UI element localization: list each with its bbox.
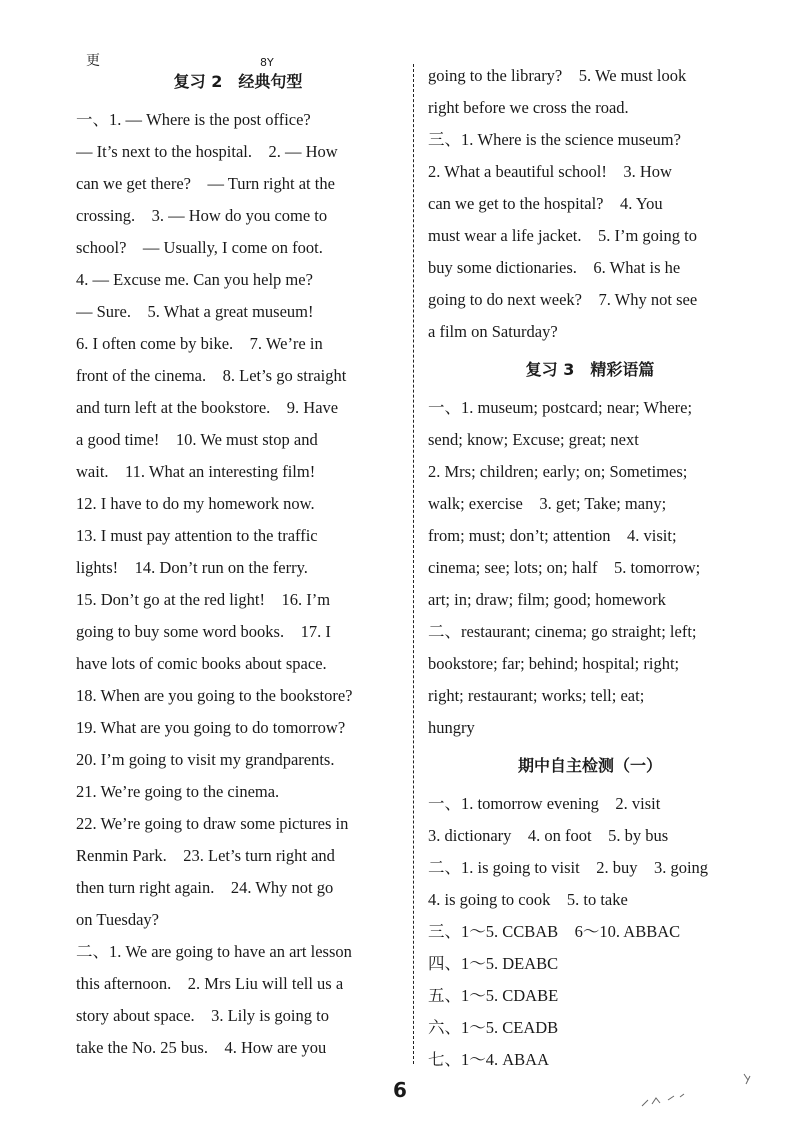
text-line: lights! 14. Don’t run on the ferry. xyxy=(76,558,308,577)
section-title-midterm: 期中自主检测（一） xyxy=(517,756,662,775)
text-line: going to do next week? 7. Why not see xyxy=(428,290,698,309)
right-column xyxy=(428,60,752,1076)
text-line: 22. We’re going to draw some pictures in xyxy=(76,814,349,833)
text-line: have lots of comic books about space. xyxy=(76,654,327,673)
text-line: 一、1. museum; postcard; near; Where; xyxy=(428,398,693,417)
right-lines-c xyxy=(428,788,752,1076)
text-line: bookstore; far; behind; hospital; right; xyxy=(428,654,680,673)
corner-code: 8Y xyxy=(260,56,274,69)
text-line: on Tuesday? xyxy=(76,910,159,929)
text-line: a film on Saturday? xyxy=(428,322,558,341)
text-line: buy some dictionaries. 6. What is he xyxy=(428,258,681,277)
left-lines xyxy=(76,104,400,1064)
text-line: can we get there? — Turn right at the xyxy=(76,174,335,193)
text-line: 二、restaurant; cinema; go straight; left; xyxy=(428,622,697,641)
text-line: cinema; see; lots; on; half 5. tomorrow; xyxy=(428,558,701,577)
text-line: this afternoon. 2. Mrs Liu will tell us a xyxy=(76,974,344,993)
text-line: 一、1. tomorrow evening 2. visit xyxy=(428,794,661,813)
text-line: 20. I’m going to visit my grandparents. xyxy=(76,750,335,769)
text-line: 18. When are you going to the bookstore? xyxy=(76,686,353,705)
text-line: 4. — Excuse me. Can you help me? xyxy=(76,270,313,289)
page-number: 6 xyxy=(393,1078,407,1102)
text-line: then turn right again. 24. Why not go xyxy=(76,878,334,897)
text-line: 13. I must pay attention to the traffic xyxy=(76,526,318,545)
pencil-scribble-mark xyxy=(640,1070,760,1110)
section-title-review-2: 复习 2 经典句型 xyxy=(173,72,303,91)
text-line: and turn left at the bookstore. 9. Have xyxy=(76,398,339,417)
text-line: take the No. 25 bus. 4. How are you xyxy=(76,1038,327,1057)
right-lines-a xyxy=(428,60,752,348)
text-line: story about space. 3. Lily is going to xyxy=(76,1006,329,1025)
text-line: 15. Don’t go at the red light! 16. I’m xyxy=(76,590,331,609)
text-line: 2. Mrs; children; early; on; Sometimes; xyxy=(428,462,688,481)
text-line: send; know; Excuse; great; next xyxy=(428,430,639,449)
column-divider xyxy=(413,64,414,1064)
text-line: 四、1～5. DEABC xyxy=(428,954,559,973)
text-line: 3. dictionary 4. on foot 5. by bus xyxy=(428,826,669,845)
text-line: 6. I often come by bike. 7. We’re in xyxy=(76,334,323,353)
text-line: right before we cross the road. xyxy=(428,98,629,117)
text-line: 19. What are you going to do tomorrow? xyxy=(76,718,346,737)
text-line: crossing. 3. — How do you come to xyxy=(76,206,328,225)
text-line: 21. We’re going to the cinema. xyxy=(76,782,280,801)
text-line: going to buy some word books. 17. I xyxy=(76,622,331,641)
text-line: can we get to the hospital? 4. You xyxy=(428,194,663,213)
text-line: 三、1. Where is the science museum? xyxy=(428,130,681,149)
text-line: 2. What a beautiful school! 3. How xyxy=(428,162,672,181)
right-lines-b xyxy=(428,392,752,744)
text-line: 12. I have to do my homework now. xyxy=(76,494,315,513)
text-line: 二、1. is going to visit 2. buy 3. going xyxy=(428,858,709,877)
section-title-review-3: 复习 3 精彩语篇 xyxy=(525,360,655,379)
text-line: 三、1～5. CCBAB 6～10. ABBAC xyxy=(428,922,681,941)
text-line: walk; exercise 3. get; Take; many; xyxy=(428,494,667,513)
text-line: — It’s next to the hospital. 2. — How xyxy=(76,142,338,161)
text-line: from; must; don’t; attention 4. visit; xyxy=(428,526,677,545)
corner-mark: 更 xyxy=(86,53,100,69)
text-line: right; restaurant; works; tell; eat; xyxy=(428,686,645,705)
text-line: 一、1. — Where is the post office? xyxy=(76,110,311,129)
left-column xyxy=(76,60,400,1064)
text-line: 七、1～4. ABAA xyxy=(428,1050,550,1069)
text-line: art; in; draw; film; good; homework xyxy=(428,590,666,609)
text-line: 五、1～5. CDABE xyxy=(428,986,559,1005)
text-line: 二、1. We are going to have an art lesson xyxy=(76,942,352,961)
text-line: school? — Usually, I come on foot. xyxy=(76,238,323,257)
text-line: a good time! 10. We must stop and xyxy=(76,430,318,449)
text-line: front of the cinema. 8. Let’s go straight xyxy=(76,366,347,385)
text-line: 六、1～5. CEADB xyxy=(428,1018,559,1037)
text-line: Renmin Park. 23. Let’s turn right and xyxy=(76,846,335,865)
text-line: 4. is going to cook 5. to take xyxy=(428,890,628,909)
text-line: — Sure. 5. What a great museum! xyxy=(76,302,314,321)
text-line: must wear a life jacket. 5. I’m going to xyxy=(428,226,697,245)
text-line: wait. 11. What an interesting film! xyxy=(76,462,316,481)
text-line: going to the library? 5. We must look xyxy=(428,66,687,85)
text-line: hungry xyxy=(428,718,475,737)
